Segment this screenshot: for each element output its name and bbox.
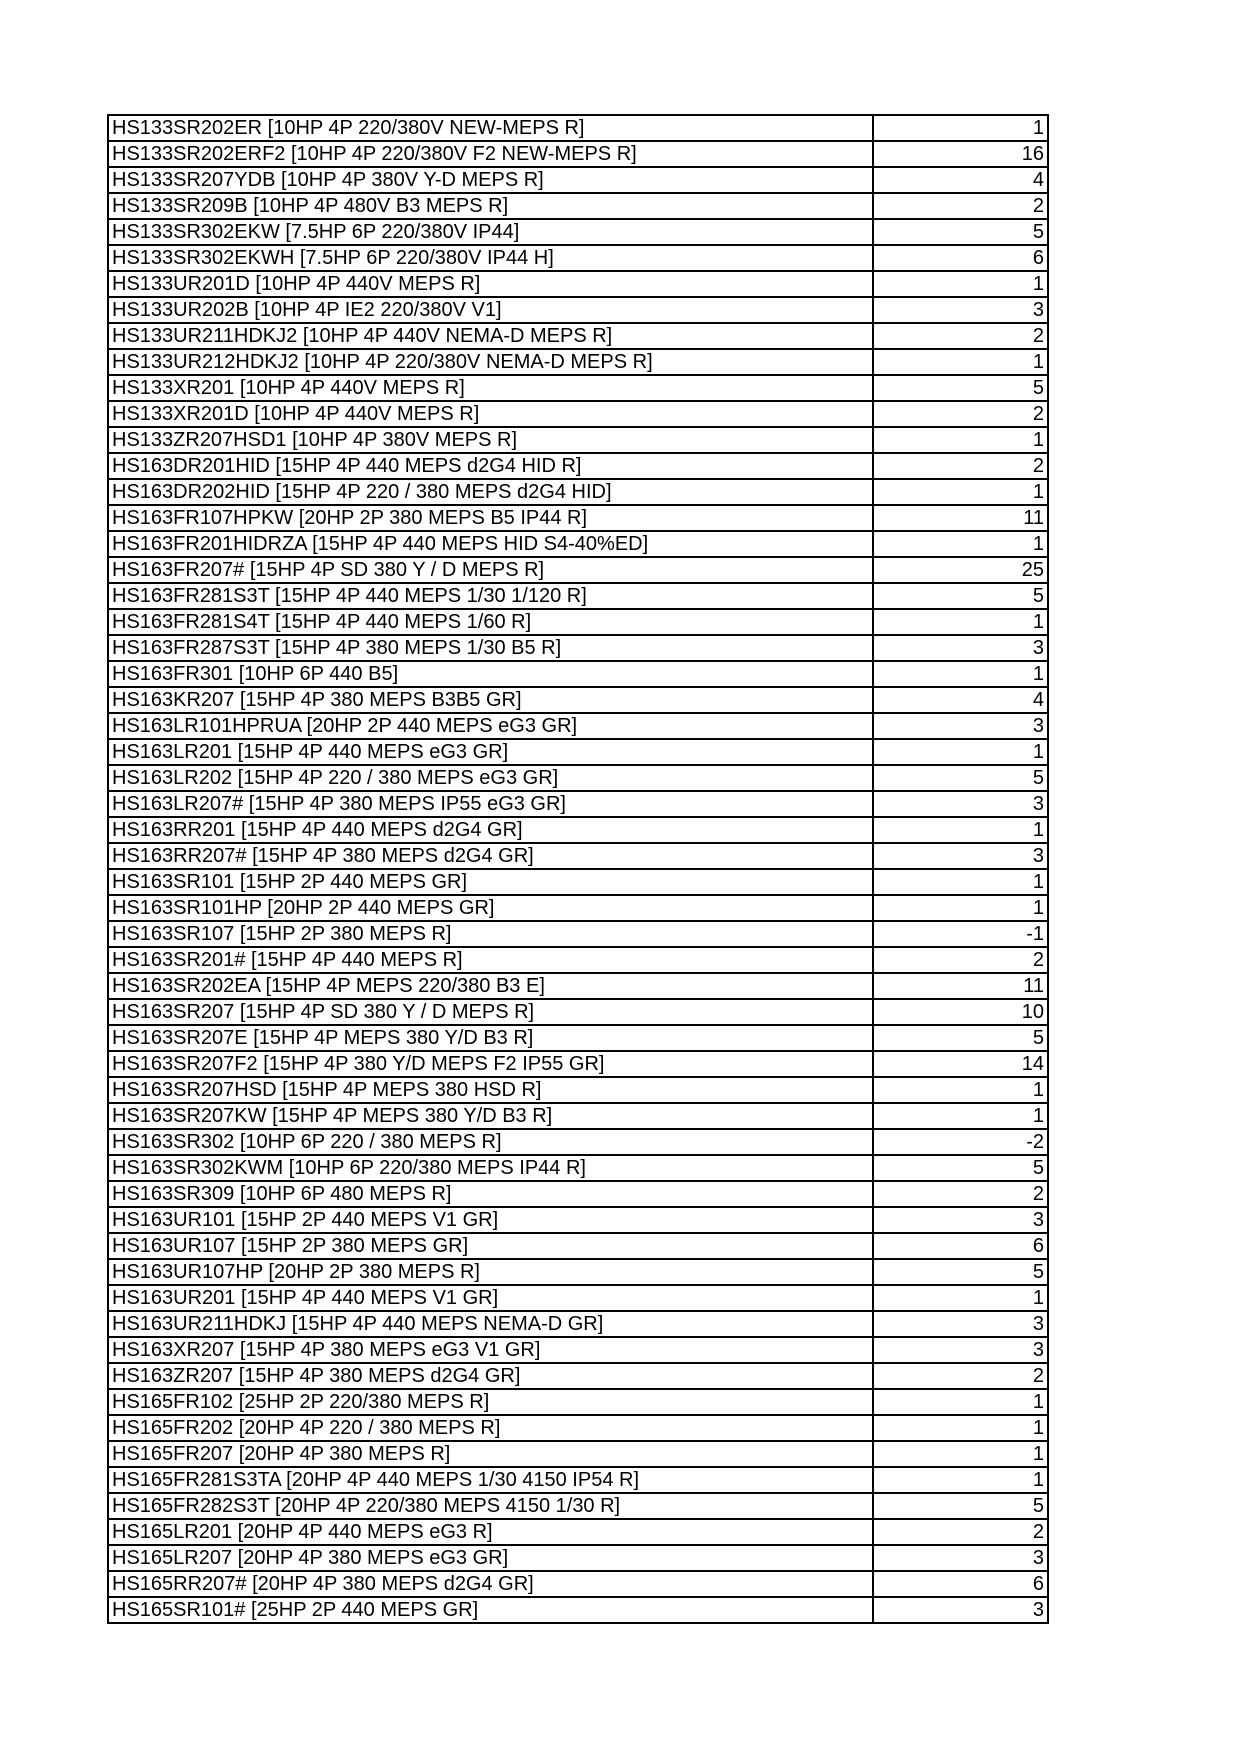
table-row: [108, 1155, 1048, 1181]
item-quantity-cell: 1: [873, 1285, 1048, 1311]
item-quantity-cell: 14: [873, 1051, 1048, 1077]
table-row: [108, 1545, 1048, 1571]
item-description-cell: HS163ZR207 [15HP 4P 380 MEPS d2G4 GR]: [108, 1363, 873, 1389]
item-description-cell: HS163RR207# [15HP 4P 380 MEPS d2G4 GR]: [108, 843, 873, 869]
item-description-cell: HS163SR101 [15HP 2P 440 MEPS GR]: [108, 869, 873, 895]
table-row: [108, 661, 1048, 687]
table-row: [108, 1467, 1048, 1493]
item-description-cell: HS163KR207 [15HP 4P 380 MEPS B3B5 GR]: [108, 687, 873, 713]
item-description-cell: HS163UR201 [15HP 4P 440 MEPS V1 GR]: [108, 1285, 873, 1311]
table-row: [108, 921, 1048, 947]
item-quantity-cell: 3: [873, 1545, 1048, 1571]
item-description-cell: HS163SR207KW [15HP 4P MEPS 380 Y/D B3 R]: [108, 1103, 873, 1129]
item-quantity-cell: 2: [873, 1363, 1048, 1389]
table-row: [108, 1337, 1048, 1363]
item-quantity-cell: 1: [873, 1103, 1048, 1129]
item-description-cell: HS133SR207YDB [10HP 4P 380V Y-D MEPS R]: [108, 167, 873, 193]
item-description-cell: HS133ZR207HSD1 [10HP 4P 380V MEPS R]: [108, 427, 873, 453]
item-description-cell: HS165FR102 [25HP 2P 220/380 MEPS R]: [108, 1389, 873, 1415]
item-description-cell: HS163FR301 [10HP 6P 440 B5]: [108, 661, 873, 687]
item-quantity-cell: 4: [873, 687, 1048, 713]
item-quantity-cell: 3: [873, 1207, 1048, 1233]
item-description-cell: HS165LR201 [20HP 4P 440 MEPS eG3 R]: [108, 1519, 873, 1545]
table-row: [108, 1077, 1048, 1103]
table-row: [108, 1129, 1048, 1155]
item-description-cell: HS163SR302 [10HP 6P 220 / 380 MEPS R]: [108, 1129, 873, 1155]
item-quantity-cell: 5: [873, 219, 1048, 245]
item-description-cell: HS163SR101HP [20HP 2P 440 MEPS GR]: [108, 895, 873, 921]
item-description-cell: HS133SR202ER [10HP 4P 220/380V NEW-MEPS R]: [108, 115, 873, 141]
table-row: [108, 583, 1048, 609]
item-quantity-cell: 2: [873, 193, 1048, 219]
item-description-cell: HS163SR207 [15HP 4P SD 380 Y / D MEPS R]: [108, 999, 873, 1025]
item-description-cell: HS163RR201 [15HP 4P 440 MEPS d2G4 GR]: [108, 817, 873, 843]
item-quantity-cell: 5: [873, 1493, 1048, 1519]
inventory-table-body: [108, 115, 1048, 1623]
table-row: [108, 1233, 1048, 1259]
item-description-cell: HS163SR107 [15HP 2P 380 MEPS R]: [108, 921, 873, 947]
table-row: [108, 1181, 1048, 1207]
table-row: [108, 219, 1048, 245]
table-row: [108, 141, 1048, 167]
item-description-cell: HS163SR207HSD [15HP 4P MEPS 380 HSD R]: [108, 1077, 873, 1103]
item-quantity-cell: 1: [873, 479, 1048, 505]
item-description-cell: HS163FR207# [15HP 4P SD 380 Y / D MEPS R]: [108, 557, 873, 583]
item-description-cell: HS133SR302EKW [7.5HP 6P 220/380V IP44]: [108, 219, 873, 245]
item-quantity-cell: 3: [873, 713, 1048, 739]
item-quantity-cell: 11: [873, 973, 1048, 999]
table-row: [108, 973, 1048, 999]
item-description-cell: HS165SR101# [25HP 2P 440 MEPS GR]: [108, 1597, 873, 1623]
table-row: [108, 609, 1048, 635]
table-row: [108, 115, 1048, 141]
table-row: [108, 297, 1048, 323]
item-description-cell: HS163FR281S4T [15HP 4P 440 MEPS 1/60 R]: [108, 609, 873, 635]
item-quantity-cell: 3: [873, 843, 1048, 869]
item-description-cell: HS133XR201D [10HP 4P 440V MEPS R]: [108, 401, 873, 427]
item-description-cell: HS165RR207# [20HP 4P 380 MEPS d2G4 GR]: [108, 1571, 873, 1597]
item-quantity-cell: 1: [873, 739, 1048, 765]
item-quantity-cell: 6: [873, 245, 1048, 271]
table-row: [108, 401, 1048, 427]
item-quantity-cell: 5: [873, 583, 1048, 609]
item-quantity-cell: 25: [873, 557, 1048, 583]
table-row: [108, 1311, 1048, 1337]
item-description-cell: HS163LR101HPRUA [20HP 2P 440 MEPS eG3 GR]: [108, 713, 873, 739]
table-row: [108, 1051, 1048, 1077]
item-quantity-cell: 1: [873, 609, 1048, 635]
table-row: [108, 1519, 1048, 1545]
item-description-cell: HS165FR281S3TA [20HP 4P 440 MEPS 1/30 4150 IP54 R]: [108, 1467, 873, 1493]
item-description-cell: HS163SR201# [15HP 4P 440 MEPS R]: [108, 947, 873, 973]
inventory-table: [107, 114, 1049, 1624]
item-quantity-cell: 3: [873, 1337, 1048, 1363]
table-row: [108, 323, 1048, 349]
item-description-cell: HS163LR202 [15HP 4P 220 / 380 MEPS eG3 GR]: [108, 765, 873, 791]
item-quantity-cell: 2: [873, 1519, 1048, 1545]
item-quantity-cell: 5: [873, 765, 1048, 791]
item-description-cell: HS163FR107HPKW [20HP 2P 380 MEPS B5 IP44 R]: [108, 505, 873, 531]
table-row: [108, 1363, 1048, 1389]
table-row: [108, 453, 1048, 479]
item-quantity-cell: 1: [873, 1441, 1048, 1467]
item-description-cell: HS163LR201 [15HP 4P 440 MEPS eG3 GR]: [108, 739, 873, 765]
item-description-cell: HS163SR309 [10HP 6P 480 MEPS R]: [108, 1181, 873, 1207]
table-row: [108, 687, 1048, 713]
item-description-cell: HS163UR101 [15HP 2P 440 MEPS V1 GR]: [108, 1207, 873, 1233]
item-quantity-cell: 6: [873, 1571, 1048, 1597]
item-quantity-cell: 2: [873, 323, 1048, 349]
item-description-cell: HS163SR207F2 [15HP 4P 380 Y/D MEPS F2 IP55 GR]: [108, 1051, 873, 1077]
item-description-cell: HS163UR211HDKJ [15HP 4P 440 MEPS NEMA-D GR]: [108, 1311, 873, 1337]
item-quantity-cell: 1: [873, 1389, 1048, 1415]
table-row: [108, 375, 1048, 401]
item-quantity-cell: 4: [873, 167, 1048, 193]
table-row: [108, 479, 1048, 505]
table-row: [108, 557, 1048, 583]
item-quantity-cell: -2: [873, 1129, 1048, 1155]
item-quantity-cell: 1: [873, 895, 1048, 921]
table-row: [108, 1389, 1048, 1415]
item-quantity-cell: 2: [873, 401, 1048, 427]
item-description-cell: HS163UR107HP [20HP 2P 380 MEPS R]: [108, 1259, 873, 1285]
item-quantity-cell: 2: [873, 947, 1048, 973]
item-description-cell: HS133UR201D [10HP 4P 440V MEPS R]: [108, 271, 873, 297]
item-description-cell: HS165FR202 [20HP 4P 220 / 380 MEPS R]: [108, 1415, 873, 1441]
item-quantity-cell: 1: [873, 349, 1048, 375]
item-description-cell: HS163SR302KWM [10HP 6P 220/380 MEPS IP44 R]: [108, 1155, 873, 1181]
table-row: [108, 843, 1048, 869]
item-quantity-cell: 3: [873, 1597, 1048, 1623]
table-row: [108, 1597, 1048, 1623]
item-quantity-cell: 1: [873, 1077, 1048, 1103]
item-quantity-cell: 6: [873, 1233, 1048, 1259]
item-quantity-cell: 1: [873, 1415, 1048, 1441]
item-quantity-cell: 5: [873, 1025, 1048, 1051]
table-row: [108, 505, 1048, 531]
item-description-cell: HS163DR202HID [15HP 4P 220 / 380 MEPS d2G4 HID]: [108, 479, 873, 505]
item-description-cell: HS163LR207# [15HP 4P 380 MEPS IP55 eG3 GR]: [108, 791, 873, 817]
table-row: [108, 1571, 1048, 1597]
item-description-cell: HS163DR201HID [15HP 4P 440 MEPS d2G4 HID R]: [108, 453, 873, 479]
item-description-cell: HS163FR287S3T [15HP 4P 380 MEPS 1/30 B5 R]: [108, 635, 873, 661]
table-row: [108, 271, 1048, 297]
table-row: [108, 1493, 1048, 1519]
item-quantity-cell: 3: [873, 297, 1048, 323]
item-description-cell: HS165LR207 [20HP 4P 380 MEPS eG3 GR]: [108, 1545, 873, 1571]
item-description-cell: HS163FR201HIDRZA [15HP 4P 440 MEPS HID S4-40%ED]: [108, 531, 873, 557]
table-row: [108, 999, 1048, 1025]
item-description-cell: HS133SR209B [10HP 4P 480V B3 MEPS R]: [108, 193, 873, 219]
table-row: [108, 1103, 1048, 1129]
item-quantity-cell: 1: [873, 271, 1048, 297]
item-quantity-cell: 2: [873, 453, 1048, 479]
item-description-cell: HS163FR281S3T [15HP 4P 440 MEPS 1/30 1/120 R]: [108, 583, 873, 609]
item-description-cell: HS163UR107 [15HP 2P 380 MEPS GR]: [108, 1233, 873, 1259]
item-quantity-cell: 3: [873, 1311, 1048, 1337]
item-description-cell: HS163XR207 [15HP 4P 380 MEPS eG3 V1 GR]: [108, 1337, 873, 1363]
table-row: [108, 947, 1048, 973]
table-row: [108, 1415, 1048, 1441]
item-description-cell: HS133UR202B [10HP 4P IE2 220/380V V1]: [108, 297, 873, 323]
item-quantity-cell: 1: [873, 427, 1048, 453]
table-row: [108, 1025, 1048, 1051]
table-row: [108, 739, 1048, 765]
item-description-cell: HS165FR282S3T [20HP 4P 220/380 MEPS 4150 1/30 R]: [108, 1493, 873, 1519]
item-quantity-cell: 1: [873, 661, 1048, 687]
table-row: [108, 817, 1048, 843]
table-row: [108, 713, 1048, 739]
item-quantity-cell: 1: [873, 1467, 1048, 1493]
table-row: [108, 635, 1048, 661]
item-quantity-cell: 5: [873, 1155, 1048, 1181]
table-row: [108, 427, 1048, 453]
item-description-cell: HS133UR212HDKJ2 [10HP 4P 220/380V NEMA-D MEPS R]: [108, 349, 873, 375]
item-quantity-cell: 3: [873, 791, 1048, 817]
item-quantity-cell: 1: [873, 531, 1048, 557]
table-row: [108, 245, 1048, 271]
item-description-cell: HS133SR302EKWH [7.5HP 6P 220/380V IP44 H]: [108, 245, 873, 271]
table-row: [108, 1285, 1048, 1311]
item-description-cell: HS163SR202EA [15HP 4P MEPS 220/380 B3 E]: [108, 973, 873, 999]
item-quantity-cell: 11: [873, 505, 1048, 531]
item-description-cell: HS133SR202ERF2 [10HP 4P 220/380V F2 NEW-MEPS R]: [108, 141, 873, 167]
item-quantity-cell: 1: [873, 869, 1048, 895]
table-row: [108, 765, 1048, 791]
item-description-cell: HS165FR207 [20HP 4P 380 MEPS R]: [108, 1441, 873, 1467]
item-description-cell: HS133UR211HDKJ2 [10HP 4P 440V NEMA-D MEPS R]: [108, 323, 873, 349]
item-quantity-cell: 1: [873, 115, 1048, 141]
table-row: [108, 1259, 1048, 1285]
item-description-cell: HS133XR201 [10HP 4P 440V MEPS R]: [108, 375, 873, 401]
table-row: [108, 193, 1048, 219]
item-description-cell: HS163SR207E [15HP 4P MEPS 380 Y/D B3 R]: [108, 1025, 873, 1051]
item-quantity-cell: 5: [873, 1259, 1048, 1285]
table-row: [108, 895, 1048, 921]
table-row: [108, 791, 1048, 817]
item-quantity-cell: 5: [873, 375, 1048, 401]
item-quantity-cell: 10: [873, 999, 1048, 1025]
item-quantity-cell: 2: [873, 1181, 1048, 1207]
item-quantity-cell: 1: [873, 817, 1048, 843]
table-row: [108, 167, 1048, 193]
table-row: [108, 1207, 1048, 1233]
table-row: [108, 869, 1048, 895]
table-row: [108, 1441, 1048, 1467]
item-quantity-cell: 16: [873, 141, 1048, 167]
table-row: [108, 349, 1048, 375]
item-quantity-cell: -1: [873, 921, 1048, 947]
table-row: [108, 531, 1048, 557]
item-quantity-cell: 3: [873, 635, 1048, 661]
